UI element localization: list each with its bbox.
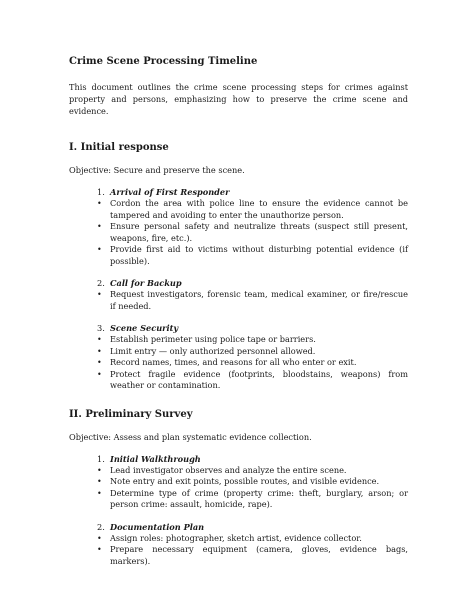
bullet-list xyxy=(97,198,408,267)
bullet-list xyxy=(97,465,408,511)
list-item xyxy=(97,198,408,221)
section-objective: Objective: Secure and preserve the scene. xyxy=(69,165,245,175)
subsection-number: 3. xyxy=(97,323,105,333)
bullet-text: Request investigators, forensic team, medical examiner, or fire/rescue if needed. xyxy=(110,289,408,311)
section-objective: Objective: Assess and plan systematic evidence collection. xyxy=(69,431,312,442)
subsection-title xyxy=(97,277,408,289)
list-item xyxy=(97,221,408,244)
bullet-text: Prepare necessary equipment (camera, gloves, evidence bags, markers). xyxy=(110,544,408,566)
bullet-text: Ensure personal safety and neutralize threats (suspect still present, weapons, fire, etc.). xyxy=(110,221,408,243)
subsection-title xyxy=(97,453,408,465)
list-item xyxy=(97,289,408,312)
bullet-text: Limit entry — only authorized personnel allowed. xyxy=(110,345,316,356)
bullet-icon: • xyxy=(97,545,102,554)
subsection xyxy=(97,453,408,511)
bullet-icon: • xyxy=(97,222,102,231)
list-item xyxy=(97,488,408,511)
list-item xyxy=(97,544,408,567)
section xyxy=(69,408,408,568)
bullet-text: Determine type of crime (property crime: theft, burglary, arson; or person crime: assault, homicide, rape). xyxy=(110,487,408,509)
bullet-list xyxy=(97,533,408,568)
bullet-icon: • xyxy=(97,290,102,299)
subsection-number: 2. xyxy=(97,521,105,532)
bullet-text: Establish perimeter using police tape or barriers. xyxy=(110,334,316,344)
bullet-text: Assign roles: photographer, sketch artist, evidence collector. xyxy=(110,532,362,543)
bullet-text: Protect fragile evidence (footprints, bloodstains, weapons) from weather or contamination. xyxy=(110,368,408,390)
subsection xyxy=(97,521,408,568)
subsection-title xyxy=(97,521,408,533)
section xyxy=(69,141,408,392)
bullet-text: Lead investigator observes and analyze the entire scene. xyxy=(110,464,347,475)
subsection-number: 2. xyxy=(97,278,105,288)
bullet-icon: • xyxy=(97,335,102,344)
bullet-icon: • xyxy=(97,477,102,486)
bullet-list xyxy=(97,334,408,392)
list-item xyxy=(97,334,408,346)
list-item xyxy=(97,533,408,545)
bullet-icon: • xyxy=(97,488,102,498)
list-item xyxy=(97,346,408,358)
list-item xyxy=(97,476,408,488)
bullet-icon: • xyxy=(97,346,102,356)
bullet-text: Provide first aid to victims without disturbing potential evidence (if possible). xyxy=(110,244,408,266)
bullet-icon: • xyxy=(97,245,102,254)
subsection-number: 1. xyxy=(97,453,105,464)
subsection-label: Arrival of First Responder xyxy=(110,187,230,197)
bullet-icon: • xyxy=(97,533,102,543)
subsection-label: Initial Walkthrough xyxy=(110,453,201,464)
document-title: Crime Scene Processing Timeline xyxy=(69,56,258,67)
bullet-icon: • xyxy=(97,199,102,208)
bullet-icon: • xyxy=(97,369,102,379)
document-intro: This document outlines the crime scene processing steps for crimes against property and persons, emphasizing how to preserve the crime scene and evidence. xyxy=(69,82,408,116)
bullet-text: Note entry and exit points, possible routes, and visible evidence. xyxy=(110,476,380,486)
subsection xyxy=(97,322,408,392)
subsection-title xyxy=(97,322,408,334)
bullet-icon: • xyxy=(97,465,102,475)
subsection-label: Documentation Plan xyxy=(110,521,205,532)
subsection-number: 1. xyxy=(97,187,105,197)
bullet-text: Cordon the area with police line to ensure the evidence cannot be tampered and avoiding to enter the unauthorize person. xyxy=(110,198,408,220)
list-item xyxy=(97,369,408,392)
list-item xyxy=(97,244,408,267)
subsection-label: Call for Backup xyxy=(110,278,182,288)
subsection xyxy=(97,277,408,312)
list-item xyxy=(97,465,408,477)
section-heading: II. Preliminary Survey xyxy=(69,408,193,420)
subsection-label: Scene Security xyxy=(110,323,179,333)
bullet-icon: • xyxy=(97,358,102,367)
subsection-title xyxy=(97,186,408,198)
section-heading: I. Initial response xyxy=(69,142,169,153)
bullet-list xyxy=(97,289,408,312)
subsection xyxy=(97,186,408,267)
list-item xyxy=(97,357,408,369)
document-body xyxy=(69,141,408,567)
bullet-text: Record names, times, and reasons for all who enter or exit. xyxy=(110,357,357,367)
